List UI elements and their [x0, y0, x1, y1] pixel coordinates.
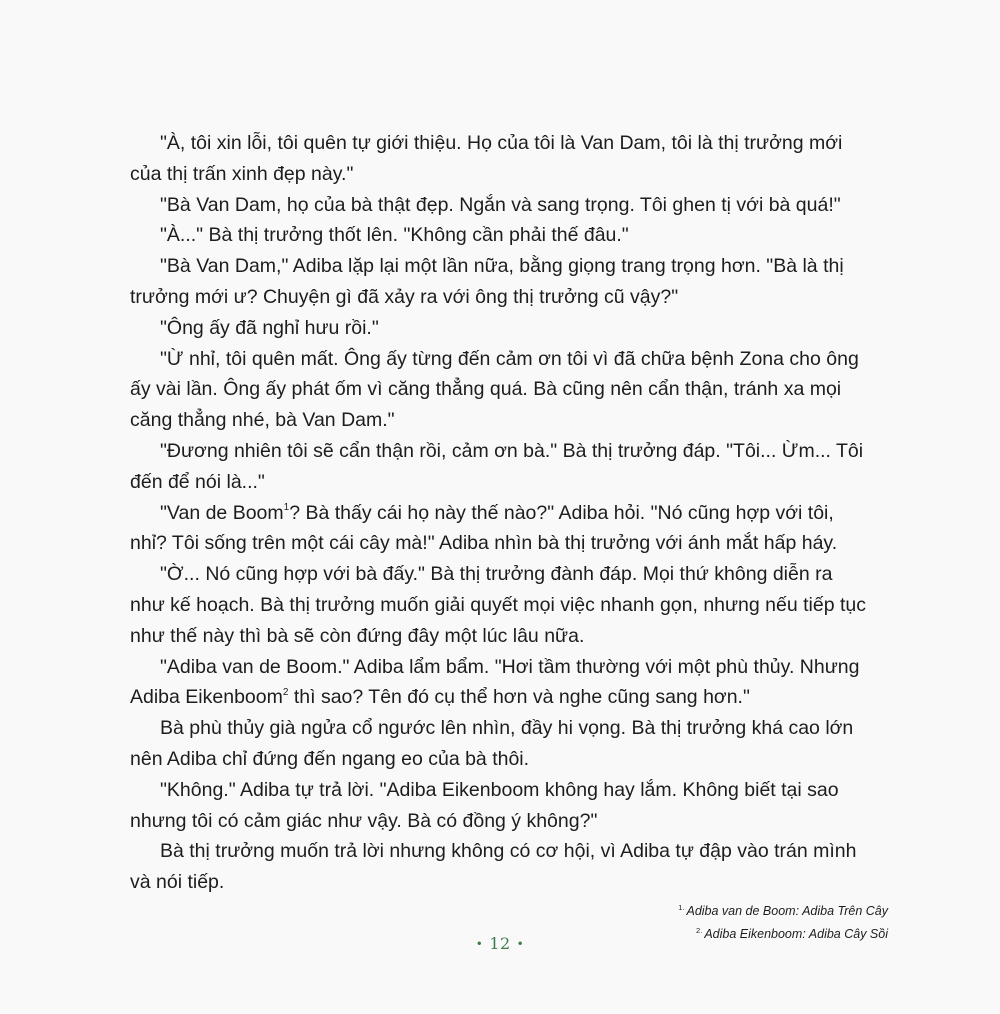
paragraph-text: "Adiba van de Boom." Adiba lẩm bẩm. "Hơi tầm thường với một phù thủy. Nhưng Adiba Eikenboom — [130, 655, 860, 709]
story-text — [130, 128, 870, 898]
paragraph: "Đương nhiên tôi sẽ cẩn thận rồi, cảm ơn bà." Bà thị trưởng đáp. "Tôi... Ừm... Tôi đến để nói là..." — [130, 439, 864, 493]
footnote-mark: 1. — [678, 903, 685, 912]
page-number — [0, 934, 1000, 953]
footnote-marker: 2 — [282, 686, 289, 698]
page-number-value: 12 — [489, 934, 511, 953]
decorative-dot-icon: • — [475, 937, 484, 951]
footnote-mark: 2. — [696, 926, 703, 936]
paragraph-text: thì sao? Tên đó cụ thể hơn và nghe cũng sang hơn." — [288, 686, 750, 709]
paragraph: Bà thị trưởng muốn trả lời nhưng không có cơ hội, vì Adiba tự đập vào trán mình và nói tiếp. — [130, 840, 857, 894]
paragraph: "Không." Adiba tự trả lời. "Adiba Eikenboom không hay lắm. Không biết tại sao nhưng tôi có cảm giác như vậy. Bà có đồng ý không?" — [130, 778, 839, 832]
paragraph: "Bà Van Dam, họ của bà thật đẹp. Ngắn và sang trọng. Tôi ghen tị với bà quá!" — [160, 193, 841, 216]
paragraph: "À..." Bà thị trưởng thốt lên. "Không cần phải thế đâu." — [160, 224, 629, 247]
paragraph-with-footnote-1 — [130, 498, 870, 560]
footnote-text: Adiba Eikenboom: Adiba Cây Sồi — [704, 927, 888, 942]
paragraph: Bà phù thủy già ngửa cổ ngước lên nhìn, đầy hi vọng. Bà thị trưởng khá cao lớn nên Adiba chỉ đứng đến ngang eo của bà thôi. — [130, 717, 854, 770]
paragraph: "Ờ... Nó cũng hợp với bà đấy." Bà thị trưởng đành đáp. Mọi thứ không diễn ra như kế hoạch. Bà thị trưởng muốn giải quyết mọi việc nhanh gọn, nhưng nếu tiếp tục như thế này thì bà sẽ còn đứng đây một lúc lâu nữa. — [130, 563, 866, 647]
paragraph: "À, tôi xin lỗi, tôi quên tự giới thiệu. Họ của tôi là Van Dam, tôi là thị trưởng mới của thị trấn xinh đẹp này." — [130, 132, 843, 185]
footnote-marker: 1 — [283, 502, 290, 514]
paragraph-text: "Van de Boom — [160, 501, 284, 524]
paragraph: "Bà Van Dam," Adiba lặp lại một lần nữa, bằng giọng trang trọng hơn. "Bà là thị trưởng mới ư? Chuyện gì đã xảy ra với ông thị trưởng cũ vậy?" — [130, 255, 844, 308]
paragraph-text: ? Bà thấy cái họ này thế nào?" Adiba hỏi. "Nó cũng hợp với tôi, nhỉ? Tôi sống trên một cái cây mà!" Adiba nhìn bà thị trưởng với ánh mắt hấp háy. — [130, 501, 838, 555]
paragraph: "Ừ nhỉ, tôi quên mất. Ông ấy từng đến cảm ơn tôi vì đã chữa bệnh Zona cho ông ấy vài lần. Ông ấy phát ốm vì căng thẳng quá. Bà cũng nên cẩn thận, tránh xa mọi căng thẳng nhé, bà Van Dam." — [130, 347, 859, 432]
footnote-text: Adiba van de Boom: Adiba Trên Cây — [686, 904, 888, 919]
footnote-1 — [678, 898, 888, 921]
decorative-dot-icon: • — [516, 937, 525, 951]
paragraph-with-footnote-2 — [130, 652, 870, 714]
paragraph: "Ông ấy đã nghỉ hưu rồi." — [160, 316, 379, 339]
